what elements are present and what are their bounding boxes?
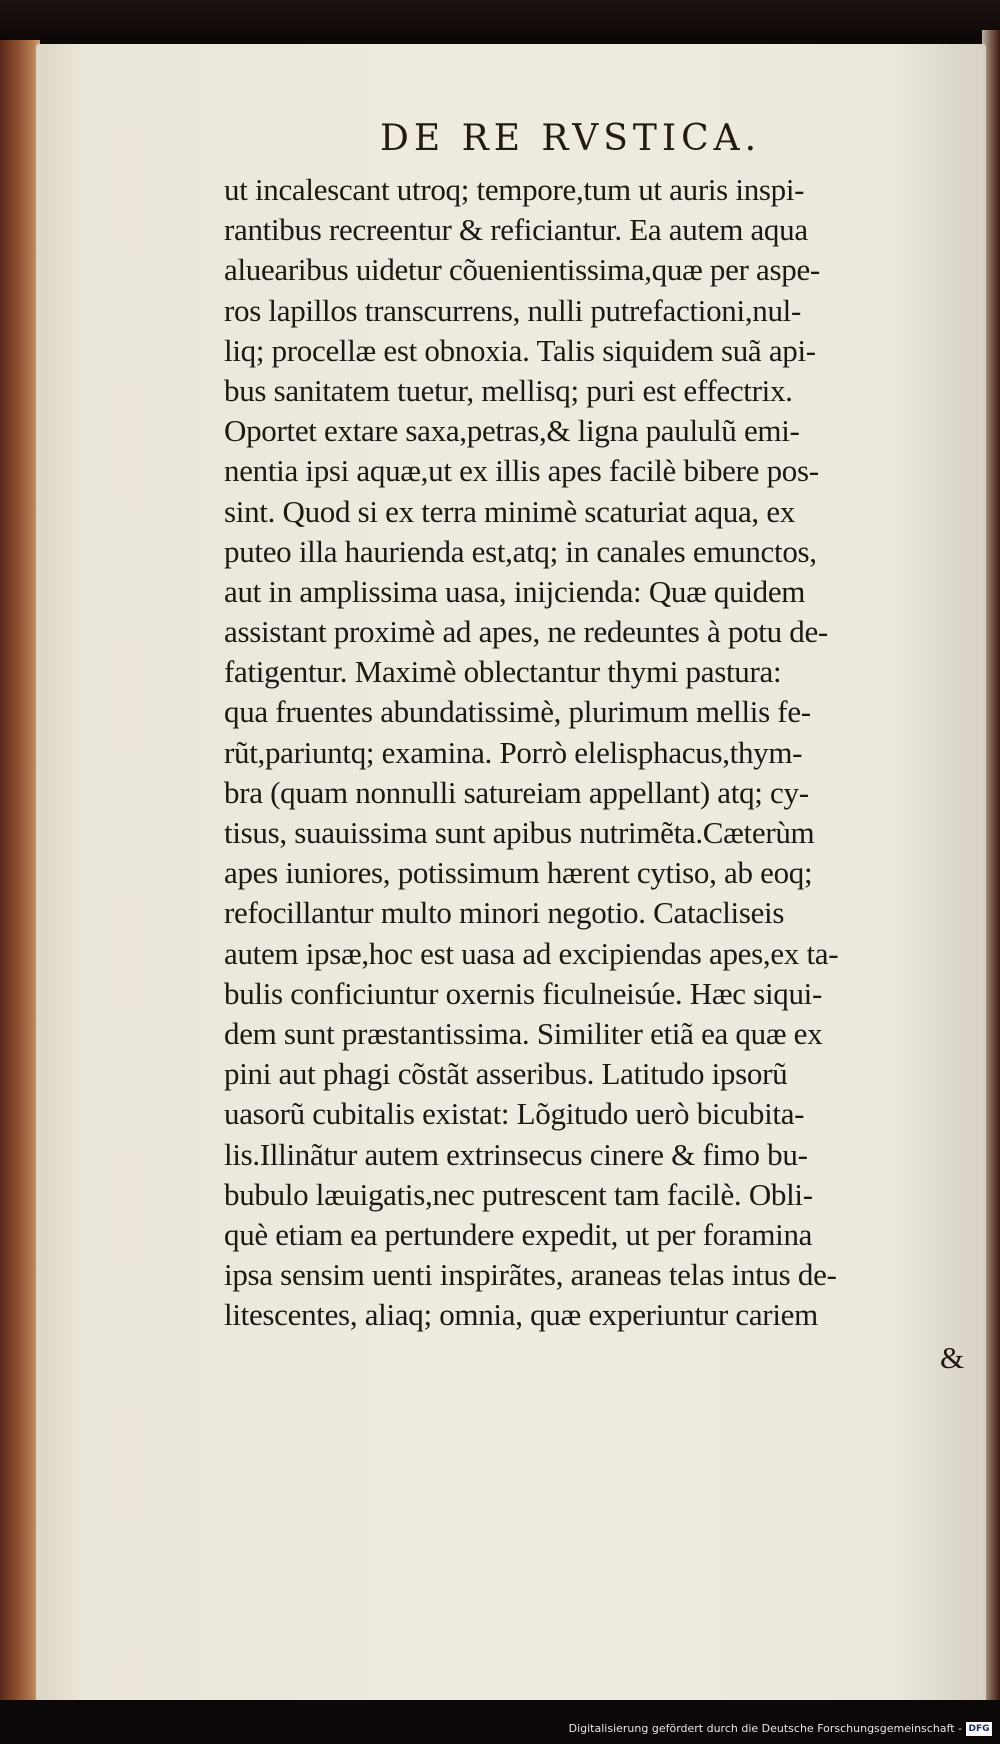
text-line: ros lapillos transcurrens, nulli putrefactioni,nul- <box>224 292 802 328</box>
digitization-credit: Digitalisierung gefördert durch die Deutsche Forschungsgemeinschaft - <box>568 1722 962 1735</box>
text-line: puteo illa haurienda est,atq; in canales emunctos, <box>224 533 817 569</box>
book-binding-left <box>0 40 40 1720</box>
text-line: ut incalescant utroq; tempore,tum ut auris inspi- <box>224 172 805 207</box>
dfg-logo: DFG <box>966 1722 992 1736</box>
text-line: sint. Quod si ex terra minimè scaturiat aqua, ex <box>224 493 795 529</box>
text-line: què etiam ea pertundere expedit, ut per foramina <box>224 1216 813 1252</box>
text-line: pini aut phagi cõstãt asseribus. Latitudo ipsorũ <box>224 1056 788 1092</box>
text-line: fatigentur. Maximè oblectantur thymi pastura: <box>224 654 782 690</box>
text-line: aut in amplissima uasa, inijcienda: Quæ quidem <box>224 573 806 609</box>
text-line: refocillantur multo minori negotio. Catacliseis <box>224 895 785 931</box>
text-line: bulis conficiuntur oxernis ficulneisúe. Hæc siqui- <box>224 975 822 1011</box>
text-line: aluearibus uidetur cõuenientissima,quæ per aspe- <box>224 252 820 288</box>
text-line: lis.Illinãtur autem extrinsecus cinere & fimo bu- <box>224 1136 808 1172</box>
text-line: Oportet extare saxa,petras,& ligna paululũ emi- <box>224 413 800 449</box>
text-line: nentia ipsi aquæ,ut ex illis apes facilè bibere pos- <box>224 453 819 489</box>
text-line: bra (quam nonnulli satureiam appellant) atq; cy- <box>224 774 809 810</box>
body-text <box>224 170 974 1335</box>
text-line: qua fruentes abundatissimè, plurimum mellis fe- <box>224 694 811 730</box>
text-line: autem ipsæ,hoc est uasa ad excipiendas apes,ex ta- <box>224 935 839 971</box>
text-line: litescentes, aliaq; omnia, quæ experiuntur cariem <box>224 1297 818 1333</box>
text-line: uasorũ cubitalis existat: Lõgitudo uerò bicubita- <box>224 1096 805 1132</box>
text-line: dem sunt præstantissima. Similiter etiã ea quæ ex <box>224 1015 823 1051</box>
scan-top-edge <box>0 0 1000 48</box>
text-line: liq; procellæ est obnoxia. Talis siquidem suã api- <box>224 332 816 368</box>
text-line: rantibus recreentur & reficiantur. Ea autem aqua <box>224 212 808 248</box>
text-line: apes iuniores, potissimum hærent cytiso, ab eoq; <box>224 855 813 891</box>
text-line: assistant proximè ad apes, ne redeuntes à potu de- <box>224 614 828 650</box>
text-line: bubulo læuigatis,nec putrescent tam facilè. Obli- <box>224 1176 813 1212</box>
text-line: ipsa sensim uenti inspirãtes, araneas telas intus de- <box>224 1257 837 1293</box>
catchword: & <box>940 1340 965 1375</box>
running-head: DE RE RVSTICA. <box>380 118 762 159</box>
text-line: bus sanitatem tuetur, mellisq; puri est effectrix. <box>224 372 793 408</box>
text-line: rũt,pariuntq; examina. Porrò elelisphacus,thym- <box>224 734 803 770</box>
text-line: tisus, suauissima sunt apibus nutrimẽta.Cæterùm <box>224 815 815 850</box>
